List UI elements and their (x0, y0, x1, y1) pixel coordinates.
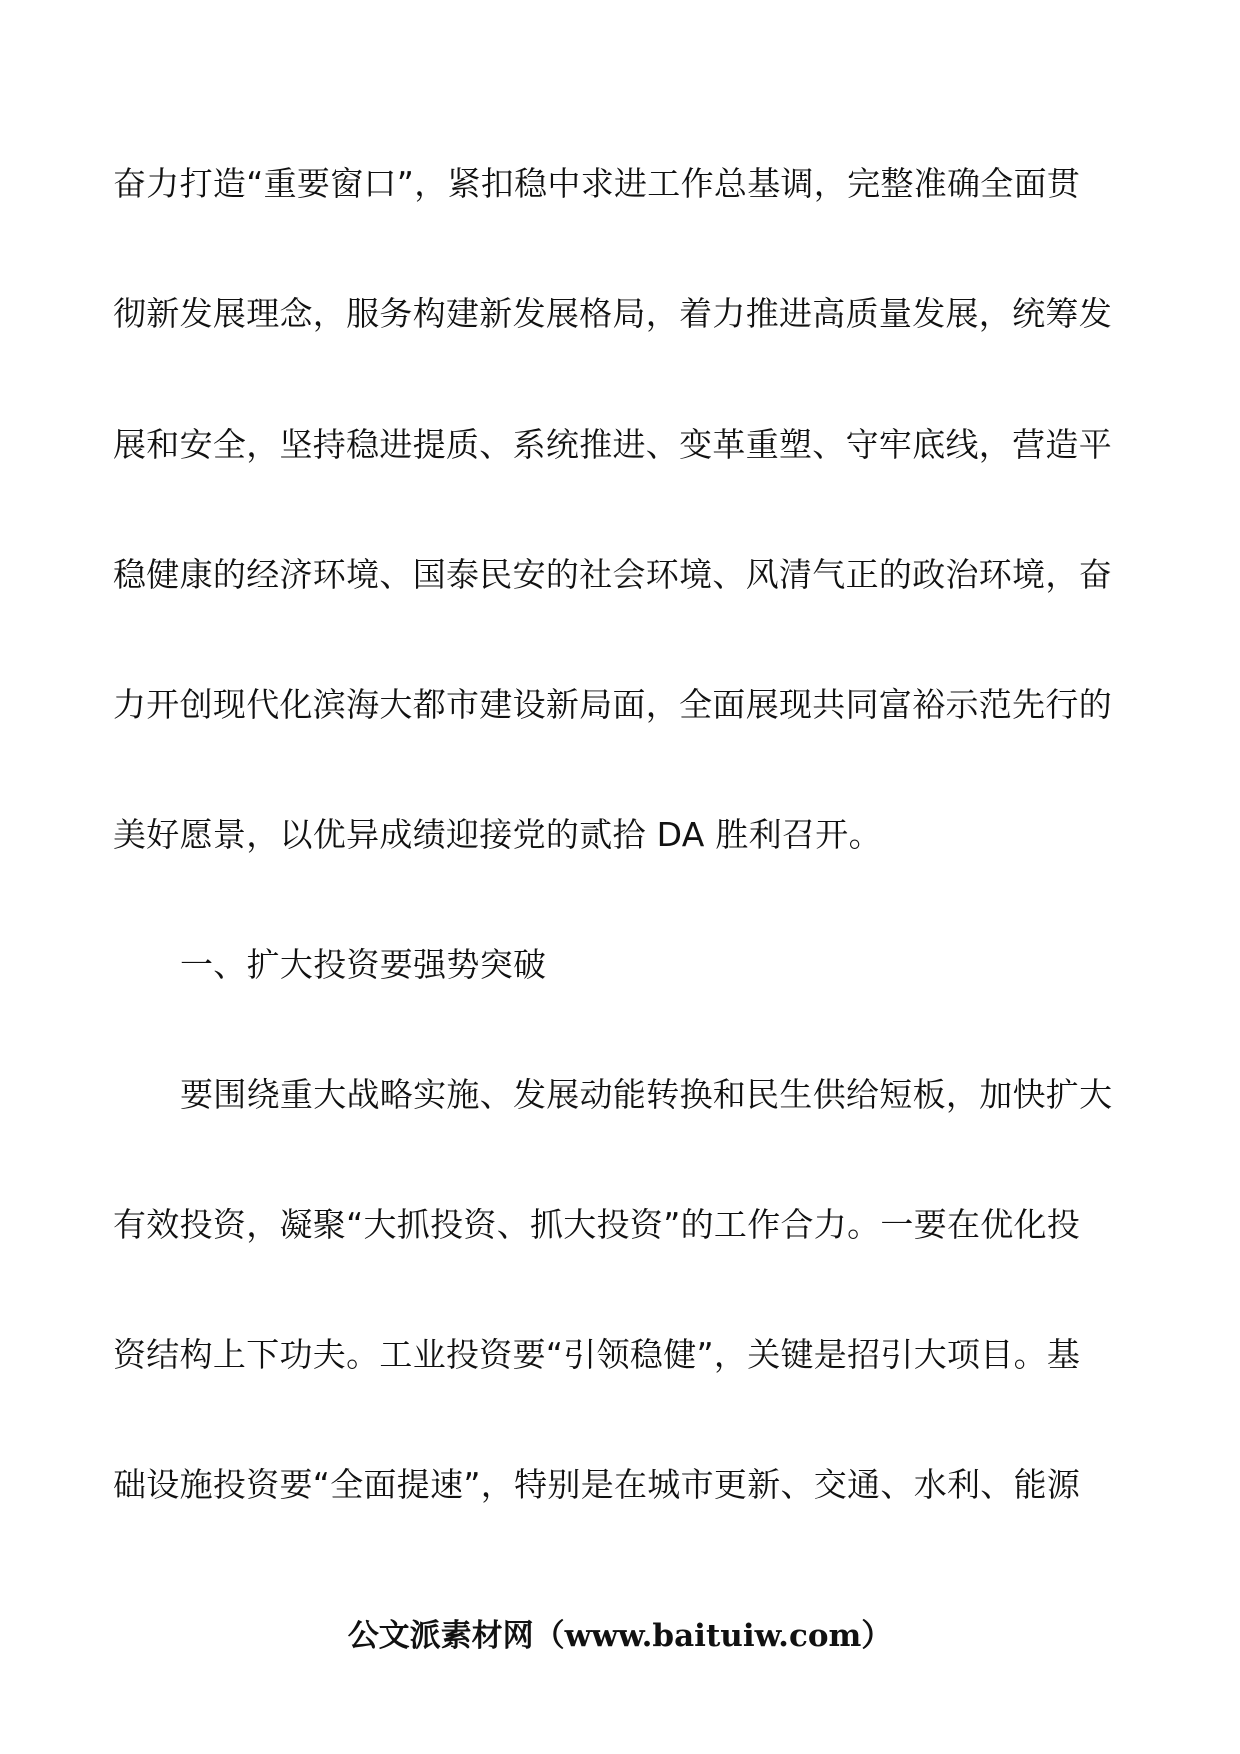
body-text-line: 奋力打造“重要窗口”，紧扣稳中求进工作总基调，完整准确全面贯 (113, 164, 1081, 203)
body-text-line: 稳健康的经济环境、国泰民安的社会环境、风清气正的政治环境，奋 (113, 555, 1112, 594)
section-heading: 一、扩大投资要强势突破 (180, 945, 547, 984)
page-footer-watermark: 公文派素材网（www.baituiw.com） (347, 1618, 893, 1654)
body-text-line: 础设施投资要“全面提速”，特别是在城市更新、交通、水利、能源 (113, 1465, 1081, 1504)
body-text-line: 有效投资，凝聚“大抓投资、抓大投资”的工作合力。一要在优化投 (113, 1205, 1081, 1244)
body-text-line: 要围绕重大战略实施、发展动能转换和民生供给短板，加快扩大 (180, 1075, 1113, 1114)
body-text-line: 彻新发展理念，服务构建新发展格局，着力推进高质量发展，统筹发 (113, 294, 1112, 333)
body-text-line: 力开创现代化滨海大都市建设新局面，全面展现共同富裕示范先行的 (113, 685, 1112, 724)
body-text-line: 资结构上下功夫。工业投资要“引领稳健”，关键是招引大项目。基 (113, 1335, 1081, 1374)
body-text-line: 美好愿景，以优异成绩迎接党的贰拾 DA 胜利召开。 (113, 815, 882, 854)
body-text-line: 展和安全，坚持稳进提质、系统推进、变革重塑、守牢底线，营造平 (113, 425, 1112, 464)
